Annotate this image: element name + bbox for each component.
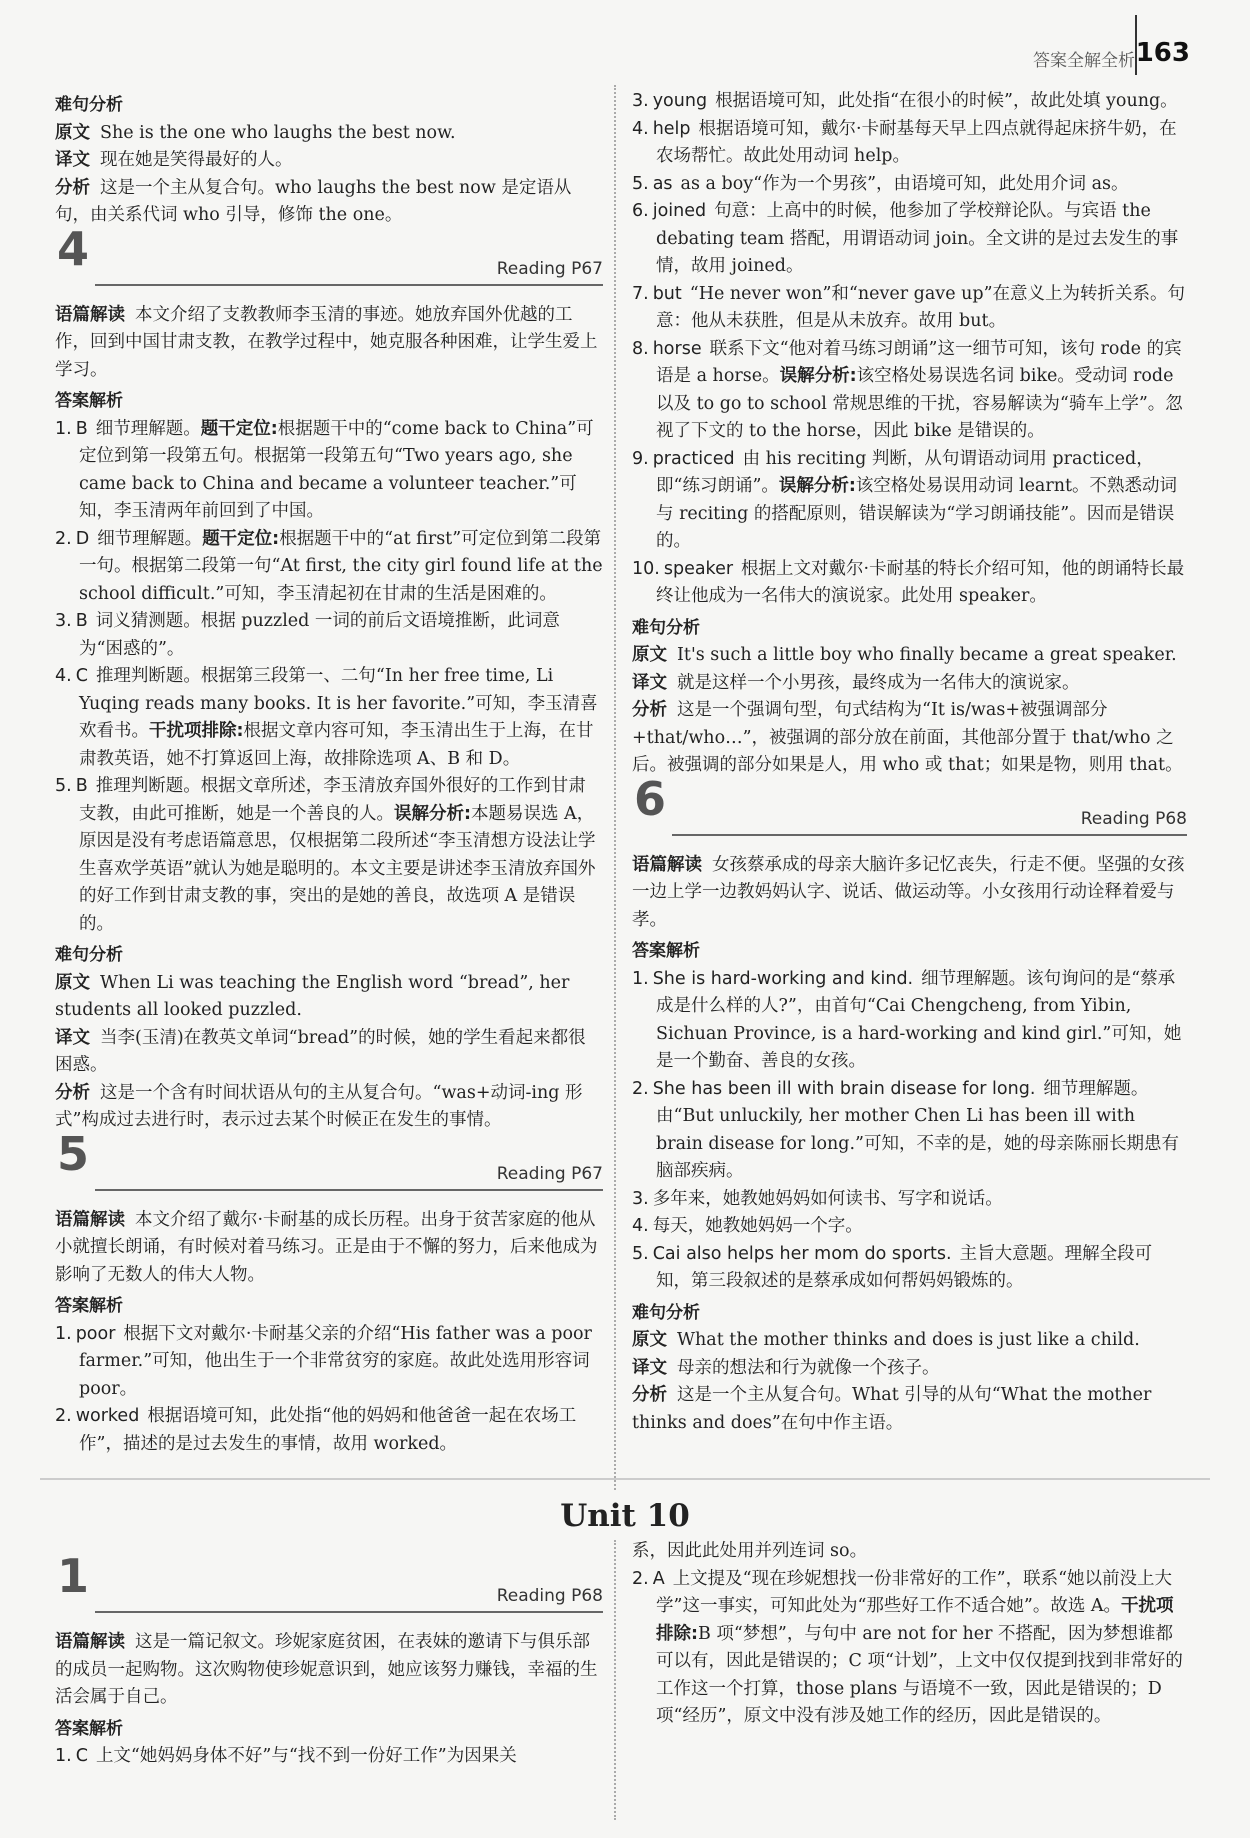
answer-item: 2. A 上文提及“现在珍妮想找一份非常好的工作”，联系“她以前没上大学”这一事实，可知此处为“那些好工作不适合她”。故选 A。干扰项排除:B 项“梦想”，与句中 are not for her 不搭配，因为梦想谁都可以有，因此是错误的；C 项“计划”，上文中仅仅提到找到非常好的工作这一个打算，those plans 与语境不一致，因此是错误的；D 项“经历”，原文中没有涉及她工作的经历，因此是错误的。 [632, 1568, 1183, 1726]
answer-item: 5. as as a boy“作为一个男孩”，由语境可知，此处用介词 as。 [632, 173, 1129, 194]
answer-item: 6. joined 句意：上高中的时候，他参加了学校辩论队。与宾语 the debating team 搭配，用谓语动词 join。全文讲的是过去发生的事情，故用 joined。 [632, 201, 1179, 276]
original-sentence: 原文 When Li was teaching the English word “bread”, her students all looked puzzled. [55, 972, 570, 1020]
section-rule [95, 1611, 603, 1613]
answer-item: 3. young 根据语境可知，此处指“在很小的时候”，故此处填 young。 [632, 91, 1178, 111]
answer-item: 1. B 细节理解题。题干定位:根据题干中的“come back to China”可定位到第一段第五句。根据第一段第五句“Two years ago, she came back to China and became a volunteer teacher.”可知，李玉清两年前回到了中国。 [55, 418, 594, 521]
answer-item: 7. but “He never won”和“never gave up”在意义上为转折关系。句意：他从未获胜，但是从未放弃。故用 but。 [632, 283, 1186, 331]
section-number: 1 [57, 1549, 90, 1603]
answer-item: 1. poor 根据下文对戴尔·卡耐基父亲的介绍“His father was a poor farmer.”可知，他出生于一个非常贫穷的家庭。故此处选用形容词 poor。 [55, 1323, 592, 1399]
translation: 译文 现在她是笑得最好的人。 [55, 150, 293, 170]
answer-item: 1. She is hard-working and kind. 细节理解题。该句询问的是“蔡承成是什么样的人?”，由首句“Cai Chengcheng, from Yibin, Sichuan Province, is a hard-working and kind girl.”可知，她是一个勤奋、善良的女孩。 [632, 968, 1182, 1071]
passage-intro: 语篇解读 本文介绍了支教教师李玉清的事迹。她放弃国外优越的工作，回到中国甘肃支教，在教学过程中，她克服各种困难，让学生爱上学习。 [55, 304, 598, 380]
unit-title: Unit 10 [560, 1498, 690, 1534]
section-rule [95, 284, 603, 286]
left-column [55, 88, 603, 1458]
answer-item: 2. D 细节理解题。题干定位:根据题干中的“at first”可定位到第二段第一句。根据第二段第一句“At first, the city girl found life at the school difficult.”可知，李玉清起初在甘肃的生活是困难的。 [55, 528, 603, 604]
answer-item: 3. B 词义猜测题。根据 puzzled 一词的前后文语境推断，此词意为“困惑的”。 [55, 611, 560, 659]
translation: 译文 就是这样一个小男孩，最终成为一名伟大的演说家。 [632, 672, 1080, 693]
answer-item: 4. C 推理判断题。根据第三段第一、二句“In her free time, Li Yuqing reads many books. It is her favorite.”可知，李玉清喜欢看书。干扰项排除:根据文章内容可知，李玉清出生于上海，在甘肃教英语，她不打算返回上海，故排除选项 A、B 和 D。 [55, 666, 598, 769]
section-heading: 难句分析 [632, 1302, 700, 1323]
answer-heading: 答案解析 [55, 391, 123, 411]
answer-item: 1. C 上文“她妈妈身体不好”与“找不到一份好工作”为因果关 [55, 1746, 517, 1766]
reading-section-4 [55, 221, 603, 300]
answer-heading: 答案解析 [632, 941, 700, 961]
column-divider [614, 1540, 616, 1820]
page-number: 163 [1135, 38, 1190, 68]
unit-divider [40, 1478, 1210, 1480]
passage-intro: 语篇解读 本文介绍了戴尔·卡耐基的成长历程。出身于贫苦家庭的他从小就擅长朗诵，有时候对着马练习。正是由于不懈的努力，后来他成为影响了无数人的伟大人物。 [55, 1209, 598, 1285]
section-label: Reading P67 [496, 258, 603, 279]
continued-text: 系，因此此处用并列连词 so。 [632, 1541, 868, 1561]
original-sentence: 原文 What the mother thinks and does is just like a child. [632, 1330, 1140, 1350]
answer-heading: 答案解析 [55, 1718, 123, 1739]
original-sentence: 原文 She is the one who laughs the best now. [55, 122, 456, 143]
bottom-left-column [55, 1549, 603, 1771]
section-rule [672, 834, 1187, 836]
bottom-right-column [632, 1538, 1187, 1731]
section-heading: 难句分析 [55, 95, 123, 115]
column-divider [614, 85, 616, 1490]
reading-section-6 [632, 771, 1187, 850]
right-column [632, 88, 1187, 1437]
answer-item: 3. 多年来，她教她妈妈如何读书、写字和说话。 [632, 1188, 1003, 1209]
section-label: Reading P68 [1080, 808, 1187, 829]
answer-item: 2. She has been ill with brain disease for long. 细节理解题。由“But unluckily, her mother Chen Li has been ill with brain disease for long.”可知，不幸的是，她的母亲陈丽长期患有脑部疾病。 [632, 1078, 1179, 1181]
original-sentence: 原文 It's such a little boy who finally became a great speaker. [632, 645, 1177, 665]
answer-item: 4. help 根据语境可知，戴尔·卡耐基每天早上四点就得起床挤牛奶，在农场帮忙。故此处用动词 help。 [632, 118, 1177, 166]
answer-heading: 答案解析 [55, 1296, 123, 1316]
analysis: 分析 这是一个主从复合句。who laughs the best now 是定语从句，由关系代词 who 引导，修饰 the one。 [55, 177, 572, 225]
passage-intro: 语篇解读 女孩蔡承成的母亲大脑许多记忆丧失，行走不便。坚强的女孩一边上学一边教妈妈认字、说话、做运动等。小女孩用行动诠释着爱与孝。 [632, 854, 1185, 930]
answer-item: 4. 每天，她教她妈妈一个字。 [632, 1216, 863, 1236]
section-heading: 难句分析 [632, 617, 700, 638]
section-number: 6 [634, 771, 667, 826]
translation: 译文 母亲的想法和行为就像一个孩子。 [632, 1357, 940, 1378]
page-header [0, 0, 1250, 80]
answer-item: 10. speaker 根据上文对戴尔·卡耐基的特长介绍可知，他的朗诵特长最终让他成为一名伟大的演说家。此处用 speaker。 [632, 558, 1185, 606]
analysis: 分析 这是一个强调句型，句式结构为“It is/was+被强调部分+that/who…”，被强调的部分放在前面，其他部分置于 that/who 之后。被强调的部分如果是人，用 who 或 that；如果是物，则用 that。 [632, 700, 1183, 775]
section-number: 4 [57, 221, 90, 276]
answer-item: 5. B 推理判断题。根据文章所述，李玉清放弃国外很好的工作到甘肃支教，由此可推断，她是一个善良的人。误解分析:本题易误选 A，原因是没有考虑语篇意思，仅根据第二段所述“李玉清想方设法让学生喜欢学英语”就认为她是聪明的。本文主要是讲述李玉清放弃国外的好工作到甘肃支教的事，突出的是她的善良，故选项 A 是错误的。 [55, 776, 596, 934]
analysis: 分析 这是一个含有时间状语从句的主从复合句。“was+动词-ing 形式”构成过去进行时，表示过去某个时候正在发生的事情。 [55, 1082, 583, 1130]
passage-intro: 语篇解读 这是一篇记叙文。珍妮家庭贫困，在表妹的邀请下与俱乐部的成员一起购物。这次购物使珍妮意识到，她应该努力赚钱，幸福的生活会属于自己。 [55, 1632, 598, 1707]
reading-section-1 [55, 1549, 603, 1627]
translation: 译文 当李(玉清)在教英文单词“bread”的时候，她的学生看起来都很困惑。 [55, 1027, 586, 1075]
section-number: 5 [57, 1126, 90, 1181]
analysis: 分析 这是一个主从复合句。What 引导的从句“What the mother thinks and does”在句中作主语。 [632, 1385, 1152, 1433]
reading-section-5 [55, 1126, 603, 1205]
answer-item: 5. Cai also helps her mom do sports. 主旨大意题。理解全段可知，第三段叙述的是蔡承成如何帮妈妈锻炼的。 [632, 1243, 1153, 1291]
section-rule [95, 1189, 603, 1191]
header-title: 答案全解全析 [1033, 51, 1135, 71]
section-label: Reading P67 [496, 1163, 603, 1184]
section-label: Reading P68 [496, 1586, 603, 1606]
answer-item: 8. horse 联系下文“他对着马练习朗诵”这一细节可知，该句 rode 的宾语是 a horse。误解分析:该空格处易误选名词 bike。受动词 rode 以及 to go to school 常规思维的干扰，容易解读为“骑车上学”。忽视了下文的 to the horse，因此 bike 是错误的。 [632, 338, 1183, 441]
answer-item: 9. practiced 由 his reciting 判断，从句谓语动词用 practiced，即“练习朗诵”。误解分析:该空格处易误用动词 learnt。不熟悉动词与 reciting 的搭配原则，错误解读为“学习朗诵技能”。因而是错误的。 [632, 448, 1178, 551]
answer-item: 2. worked 根据语境可知，此处指“他的妈妈和他爸爸一起在农场工作”，描述的是过去发生的事情，故用 worked。 [55, 1406, 577, 1454]
section-heading: 难句分析 [55, 945, 123, 965]
